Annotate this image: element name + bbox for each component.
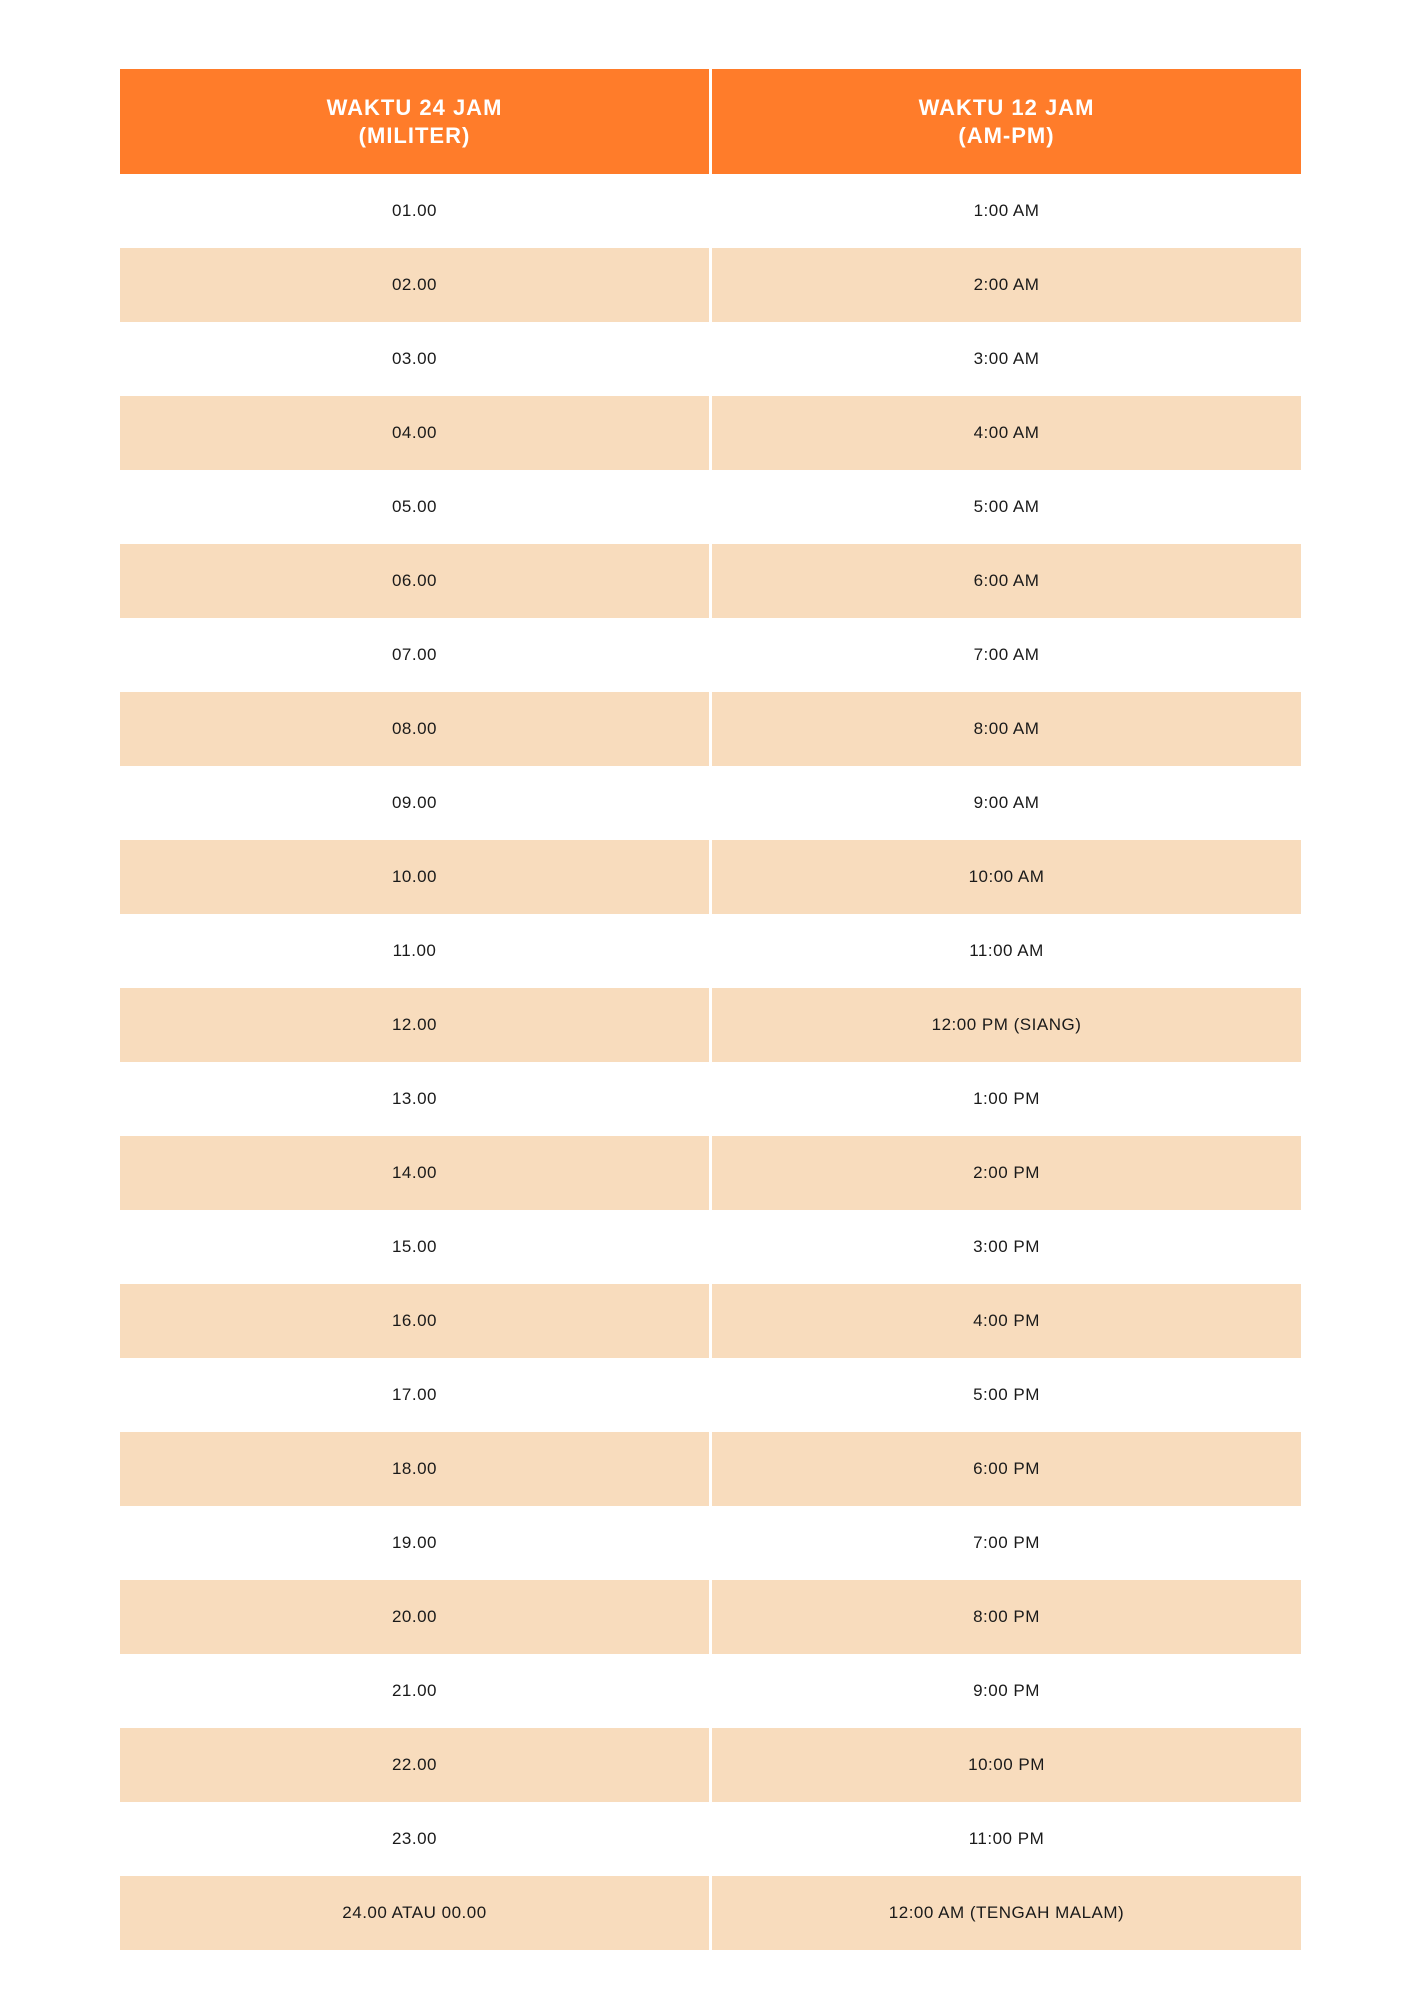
cell-24h: 12.00: [120, 988, 709, 1062]
cell-12h: 7:00 PM: [973, 1533, 1040, 1552]
table-row: [120, 1802, 1301, 1876]
cell-24h: 13.00: [391, 1089, 438, 1108]
cell-12h: 12:00 AM (TENGAH MALAM): [712, 1876, 1301, 1950]
cell-12h: 4:00 AM: [712, 396, 1301, 470]
table-row: [120, 1210, 1301, 1284]
cell-24h: 21.00: [391, 1681, 438, 1700]
table-row: [120, 1580, 1301, 1654]
cell-24h: 24.00 ATAU 00.00: [120, 1876, 709, 1950]
table-row: [120, 840, 1301, 914]
header-24h-title: WAKTU 24 JAM: [326, 94, 503, 120]
header-12h: [712, 69, 1301, 174]
table-row: [120, 1506, 1301, 1580]
cell-24h: 14.00: [120, 1136, 709, 1210]
cell-12h: 7:00 AM: [973, 645, 1040, 664]
time-conversion-table: [120, 69, 1301, 1950]
table-row: [120, 618, 1301, 692]
cell-24h: 01.00: [391, 201, 438, 220]
cell-12h: 1:00 AM: [973, 201, 1040, 220]
cell-12h: 10:00 AM: [712, 840, 1301, 914]
cell-24h: 08.00: [120, 692, 709, 766]
cell-24h: 10.00: [120, 840, 709, 914]
cell-24h: 22.00: [120, 1728, 709, 1802]
cell-24h: 03.00: [391, 349, 438, 368]
cell-12h: 11:00 PM: [968, 1829, 1045, 1848]
cell-24h: 20.00: [120, 1580, 709, 1654]
table-row: [120, 766, 1301, 840]
cell-12h: 12:00 PM (SIANG): [712, 988, 1301, 1062]
cell-12h: 8:00 AM: [712, 692, 1301, 766]
cell-24h: 18.00: [120, 1432, 709, 1506]
cell-12h: 9:00 AM: [973, 793, 1040, 812]
cell-24h: 06.00: [120, 544, 709, 618]
cell-12h: 1:00 PM: [973, 1089, 1040, 1108]
cell-24h: 15.00: [391, 1237, 438, 1256]
cell-24h: 23.00: [391, 1829, 438, 1848]
table-row: [120, 988, 1301, 1062]
table-row: [120, 544, 1301, 618]
table-row: [120, 1654, 1301, 1728]
table-row: [120, 1876, 1301, 1950]
cell-12h: 2:00 AM: [712, 248, 1301, 322]
table-body: [120, 174, 1301, 1950]
cell-12h: 8:00 PM: [712, 1580, 1301, 1654]
cell-24h: 17.00: [391, 1385, 438, 1404]
table-row: [120, 470, 1301, 544]
cell-24h: 09.00: [391, 793, 438, 812]
cell-12h: 2:00 PM: [712, 1136, 1301, 1210]
table-row: [120, 1136, 1301, 1210]
table-header: [120, 69, 1301, 174]
cell-24h: 16.00: [120, 1284, 709, 1358]
cell-24h: 05.00: [391, 497, 438, 516]
cell-12h: 6:00 AM: [712, 544, 1301, 618]
cell-24h: 19.00: [391, 1533, 438, 1552]
cell-12h: 5:00 AM: [973, 497, 1040, 516]
cell-12h: 4:00 PM: [712, 1284, 1301, 1358]
table-row: [120, 1062, 1301, 1136]
table-row: [120, 396, 1301, 470]
cell-24h: 02.00: [120, 248, 709, 322]
header-12h-title: WAKTU 12 JAM: [918, 94, 1095, 120]
cell-12h: 3:00 PM: [973, 1237, 1040, 1256]
header-12h-subtitle: (AM-PM): [958, 122, 1055, 148]
table-row: [120, 914, 1301, 988]
cell-12h: 3:00 AM: [973, 349, 1040, 368]
table-row: [120, 692, 1301, 766]
header-24h: [120, 69, 709, 174]
cell-12h: 11:00 AM: [969, 941, 1044, 960]
table-row: [120, 1728, 1301, 1802]
cell-12h: 9:00 PM: [973, 1681, 1040, 1700]
table-row: [120, 248, 1301, 322]
cell-24h: 04.00: [120, 396, 709, 470]
cell-12h: 5:00 PM: [973, 1385, 1040, 1404]
cell-12h: 6:00 PM: [712, 1432, 1301, 1506]
table-row: [120, 1432, 1301, 1506]
table-row: [120, 1358, 1301, 1432]
table-row: [120, 174, 1301, 248]
cell-24h: 11.00: [392, 941, 437, 960]
header-24h-subtitle: (MILITER): [358, 122, 471, 148]
cell-24h: 07.00: [391, 645, 438, 664]
table-row: [120, 322, 1301, 396]
table-row: [120, 1284, 1301, 1358]
cell-12h: 10:00 PM: [712, 1728, 1301, 1802]
